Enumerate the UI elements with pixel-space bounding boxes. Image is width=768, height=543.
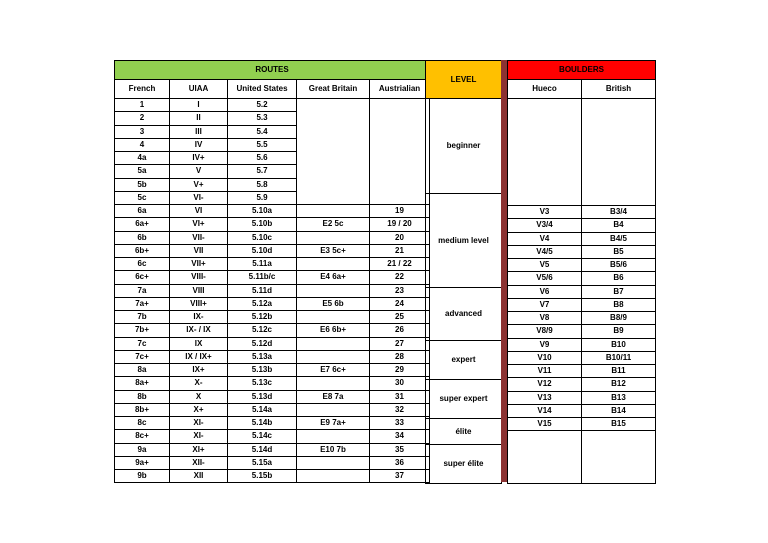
uiaa-grade: VIII+: [170, 297, 228, 310]
uiaa-grade: X-: [170, 377, 228, 390]
uiaa-grade: IX- / IX: [170, 324, 228, 337]
boulder-row: [508, 219, 656, 232]
us-grade: 5.10d: [228, 244, 297, 257]
british-boulder-grade: B8/9: [582, 312, 656, 325]
uiaa-grade: VII: [170, 244, 228, 257]
aus-grade: 21 / 22: [370, 258, 430, 271]
hueco-grade: V5: [508, 259, 582, 272]
uiaa-grade: IX / IX+: [170, 350, 228, 363]
uiaa-grade: III: [170, 125, 228, 138]
level-medium: medium level: [426, 194, 502, 288]
aus-grade: 33: [370, 417, 430, 430]
route-row: [115, 456, 430, 469]
french-grade: 7b+: [115, 324, 170, 337]
french-grade: 8c: [115, 417, 170, 430]
aus-grade: 24: [370, 297, 430, 310]
gb-grade: E7 6c+: [297, 364, 370, 377]
aus-grade: 34: [370, 430, 430, 443]
uiaa-grade: IV+: [170, 152, 228, 165]
route-row: [115, 284, 430, 297]
gb-empty: [297, 377, 370, 390]
route-row: [115, 244, 430, 257]
hueco-header: Hueco: [508, 80, 582, 99]
us-grade: 5.9: [228, 191, 297, 204]
french-grade: 6c: [115, 258, 170, 271]
boulder-row: [508, 232, 656, 245]
us-grade: 5.12c: [228, 324, 297, 337]
uiaa-grade: VI: [170, 205, 228, 218]
gb-empty: [297, 337, 370, 350]
boulder-row: [508, 338, 656, 351]
level-header: LEVEL: [426, 61, 502, 99]
hueco-grade: V8: [508, 312, 582, 325]
us-grade: 5.13a: [228, 350, 297, 363]
british-boulder-grade: B4: [582, 219, 656, 232]
uiaa-grade: VI-: [170, 191, 228, 204]
british-boulder-grade: B13: [582, 391, 656, 404]
british-boulder-grade: B6: [582, 272, 656, 285]
british-boulder-grade: B10/11: [582, 351, 656, 364]
route-row: [115, 470, 430, 483]
us-grade: 5.14c: [228, 430, 297, 443]
uiaa-grade: VII+: [170, 258, 228, 271]
british-boulder-grade: B3/4: [582, 206, 656, 219]
uiaa-grade: X: [170, 390, 228, 403]
us-grade: 5.8: [228, 178, 297, 191]
gb-empty: [297, 231, 370, 244]
french-grade: 3: [115, 125, 170, 138]
us-grade: 5.13d: [228, 390, 297, 403]
aus-grade: 21: [370, 244, 430, 257]
gb-grade: E5 6b: [297, 297, 370, 310]
uiaa-grade: IX: [170, 337, 228, 350]
gb-grade: E3 5c+: [297, 244, 370, 257]
french-grade: 6c+: [115, 271, 170, 284]
aus-grade: 22: [370, 271, 430, 284]
uiaa-grade: X+: [170, 403, 228, 416]
us-header: United States: [228, 80, 297, 99]
route-row: [115, 205, 430, 218]
uiaa-grade: V+: [170, 178, 228, 191]
level-beginner: beginner: [426, 99, 502, 194]
us-grade: 5.5: [228, 138, 297, 151]
boulder-row: [508, 272, 656, 285]
route-row: [115, 271, 430, 284]
british-boulder-grade: B8: [582, 298, 656, 311]
level-table: [425, 60, 502, 484]
boulder-row: [508, 259, 656, 272]
routes-header: ROUTES: [115, 61, 430, 80]
british-boulder-grade: B10: [582, 338, 656, 351]
boulder-row: [508, 206, 656, 219]
french-grade: 5c: [115, 191, 170, 204]
level-expert: expert: [426, 341, 502, 380]
us-grade: 5.7: [228, 165, 297, 178]
route-row: [115, 390, 430, 403]
aus-grade: 28: [370, 350, 430, 363]
aus-grade: 26: [370, 324, 430, 337]
hueco-grade: V15: [508, 418, 582, 431]
us-grade: 5.14a: [228, 403, 297, 416]
gb-grade: E9 7a+: [297, 417, 370, 430]
uiaa-grade: I: [170, 99, 228, 112]
uiaa-grade: II: [170, 112, 228, 125]
hueco-grade: V9: [508, 338, 582, 351]
route-row: [115, 350, 430, 363]
us-grade: 5.15b: [228, 470, 297, 483]
us-grade: 5.10b: [228, 218, 297, 231]
route-row: [115, 324, 430, 337]
boulder-row: [508, 404, 656, 417]
aus-empty-block: [370, 99, 430, 205]
aus-grade: 19 / 20: [370, 218, 430, 231]
route-row: [115, 417, 430, 430]
hueco-grade: V11: [508, 365, 582, 378]
route-row: [115, 377, 430, 390]
us-grade: 5.15a: [228, 456, 297, 469]
gb-empty: [297, 403, 370, 416]
aus-grade: 27: [370, 337, 430, 350]
french-grade: 6b+: [115, 244, 170, 257]
boulder-row: [508, 298, 656, 311]
aus-grade: 31: [370, 390, 430, 403]
route-row: [115, 297, 430, 310]
british-boulder-grade: B7: [582, 285, 656, 298]
french-grade: 5b: [115, 178, 170, 191]
french-grade: 7a: [115, 284, 170, 297]
british-boulder-grade: B9: [582, 325, 656, 338]
gb-empty: [297, 470, 370, 483]
us-grade: 5.3: [228, 112, 297, 125]
hueco-grade: V6: [508, 285, 582, 298]
uiaa-header: UIAA: [170, 80, 228, 99]
route-row: [115, 443, 430, 456]
boulder-row: [508, 325, 656, 338]
french-grade: 4a: [115, 152, 170, 165]
us-grade: 5.2: [228, 99, 297, 112]
route-row: [115, 364, 430, 377]
uiaa-grade: V: [170, 165, 228, 178]
boulder-row: [508, 285, 656, 298]
aus-grade: 36: [370, 456, 430, 469]
french-grade: 5a: [115, 165, 170, 178]
hueco-grade: V14: [508, 404, 582, 417]
us-grade: 5.6: [228, 152, 297, 165]
french-grade: 6a: [115, 205, 170, 218]
aus-grade: 30: [370, 377, 430, 390]
aus-grade: 19: [370, 205, 430, 218]
route-row: [115, 430, 430, 443]
british-boulder-grade: B4/5: [582, 232, 656, 245]
uiaa-grade: IX-: [170, 311, 228, 324]
gb-grade: E10 7b: [297, 443, 370, 456]
boulder-row: [508, 391, 656, 404]
french-grade: 7c: [115, 337, 170, 350]
french-grade: 7c+: [115, 350, 170, 363]
gb-empty: [297, 430, 370, 443]
gb-grade: E8 7a: [297, 390, 370, 403]
british-header: British: [582, 80, 656, 99]
british-boulder-grade: B5/6: [582, 259, 656, 272]
aus-grade: 35: [370, 443, 430, 456]
us-grade: 5.14b: [228, 417, 297, 430]
british-boulder-grade: B5: [582, 245, 656, 258]
gb-grade: E4 6a+: [297, 271, 370, 284]
hueco-grade: V4: [508, 232, 582, 245]
boulders-table: [507, 60, 656, 484]
uiaa-grade: XI-: [170, 430, 228, 443]
us-grade: 5.11d: [228, 284, 297, 297]
uiaa-grade: XI+: [170, 443, 228, 456]
uiaa-grade: IV: [170, 138, 228, 151]
french-grade: 1: [115, 99, 170, 112]
uiaa-grade: VIII-: [170, 271, 228, 284]
hueco-empty-bottom: [508, 431, 582, 484]
gb-empty-block: [297, 99, 370, 205]
british-empty-top: [582, 99, 656, 206]
us-grade: 5.12d: [228, 337, 297, 350]
uiaa-grade: VI+: [170, 218, 228, 231]
us-grade: 5.11a: [228, 258, 297, 271]
level-elite: élite: [426, 419, 502, 445]
level-super-expert: super expert: [426, 380, 502, 419]
boulder-row: [508, 365, 656, 378]
hueco-grade: V4/5: [508, 245, 582, 258]
hueco-grade: V8/9: [508, 325, 582, 338]
aus-grade: 23: [370, 284, 430, 297]
route-row: [115, 258, 430, 271]
gb-empty: [297, 311, 370, 324]
us-grade: 5.12b: [228, 311, 297, 324]
british-empty-bottom: [582, 431, 656, 484]
us-grade: 5.10a: [228, 205, 297, 218]
route-row: [115, 99, 430, 112]
gb-empty: [297, 258, 370, 271]
aus-grade: 25: [370, 311, 430, 324]
british-boulder-grade: B15: [582, 418, 656, 431]
us-grade: 5.4: [228, 125, 297, 138]
us-grade: 5.12a: [228, 297, 297, 310]
french-grade: 8a: [115, 364, 170, 377]
aus-grade: 20: [370, 231, 430, 244]
hueco-grade: V3: [508, 206, 582, 219]
boulder-row: [508, 351, 656, 364]
gb-empty: [297, 456, 370, 469]
us-grade: 5.13c: [228, 377, 297, 390]
aus-grade: 29: [370, 364, 430, 377]
french-grade: 8b+: [115, 403, 170, 416]
route-row: [115, 231, 430, 244]
british-boulder-grade: B14: [582, 404, 656, 417]
french-grade: 9b: [115, 470, 170, 483]
level-super-elite: super élite: [426, 445, 502, 484]
routes-table: [114, 60, 430, 483]
hueco-grade: V5/6: [508, 272, 582, 285]
french-grade: 9a+: [115, 456, 170, 469]
uiaa-grade: XII: [170, 470, 228, 483]
uiaa-grade: XI-: [170, 417, 228, 430]
route-row: [115, 218, 430, 231]
route-row: [115, 337, 430, 350]
boulder-row: [508, 245, 656, 258]
boulder-empty-row: [508, 431, 656, 484]
aus-grade: 37: [370, 470, 430, 483]
route-row: [115, 403, 430, 416]
us-grade: 5.10c: [228, 231, 297, 244]
aus-grade: 32: [370, 403, 430, 416]
us-grade: 5.14d: [228, 443, 297, 456]
uiaa-grade: XII-: [170, 456, 228, 469]
gb-empty: [297, 205, 370, 218]
hueco-grade: V13: [508, 391, 582, 404]
gb-grade: E6 6b+: [297, 324, 370, 337]
us-grade: 5.11b/c: [228, 271, 297, 284]
us-grade: 5.13b: [228, 364, 297, 377]
boulder-row: [508, 312, 656, 325]
uiaa-grade: VII-: [170, 231, 228, 244]
french-grade: 2: [115, 112, 170, 125]
aus-header: Austrialian: [370, 80, 430, 99]
uiaa-grade: IX+: [170, 364, 228, 377]
gb-empty: [297, 350, 370, 363]
hueco-grade: V7: [508, 298, 582, 311]
hueco-grade: V3/4: [508, 219, 582, 232]
french-grade: 4: [115, 138, 170, 151]
boulder-row: [508, 378, 656, 391]
boulders-header: BOULDERS: [508, 61, 656, 80]
route-row: [115, 311, 430, 324]
french-grade: 8b: [115, 390, 170, 403]
french-header: French: [115, 80, 170, 99]
gb-grade: E2 5c: [297, 218, 370, 231]
french-grade: 7b: [115, 311, 170, 324]
gb-empty: [297, 284, 370, 297]
hueco-grade: V12: [508, 378, 582, 391]
british-boulder-grade: B12: [582, 378, 656, 391]
boulder-row: [508, 418, 656, 431]
french-grade: 9a: [115, 443, 170, 456]
hueco-empty-top: [508, 99, 582, 206]
french-grade: 6b: [115, 231, 170, 244]
level-advanced: advanced: [426, 288, 502, 341]
gb-header: Great Britain: [297, 80, 370, 99]
french-grade: 8c+: [115, 430, 170, 443]
british-boulder-grade: B11: [582, 365, 656, 378]
french-grade: 7a+: [115, 297, 170, 310]
french-grade: 6a+: [115, 218, 170, 231]
hueco-grade: V10: [508, 351, 582, 364]
uiaa-grade: VIII: [170, 284, 228, 297]
french-grade: 8a+: [115, 377, 170, 390]
